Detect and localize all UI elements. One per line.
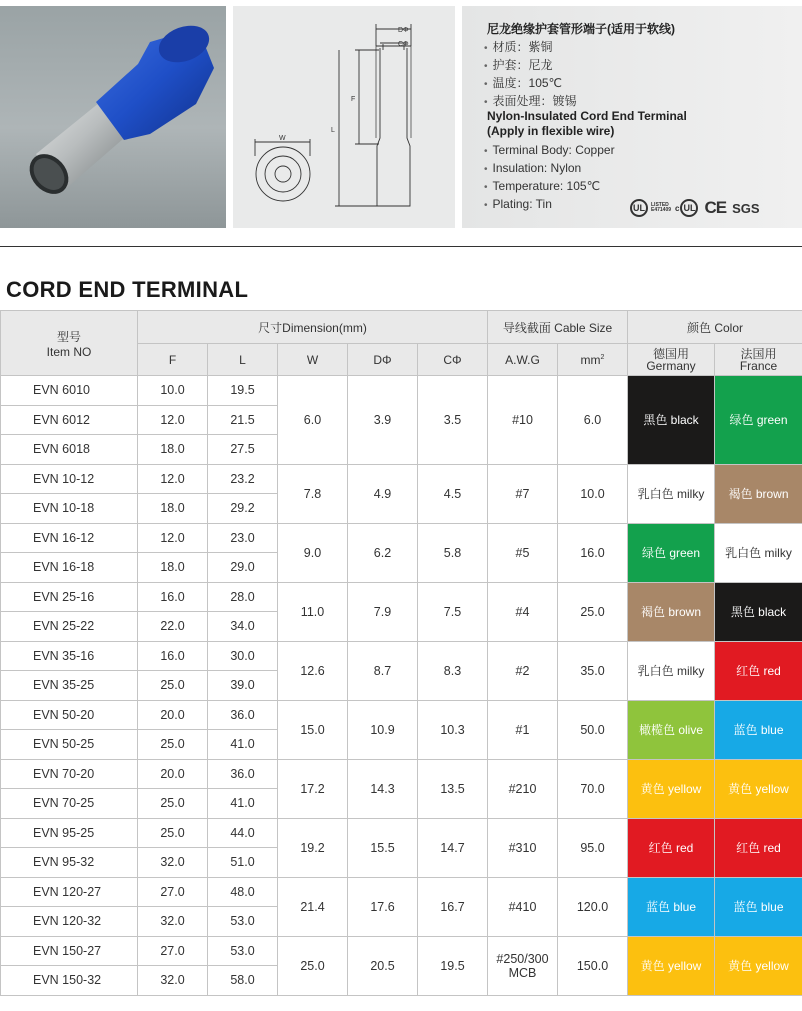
cell-awg [488,641,558,700]
label-w: W [279,135,286,142]
header-d: DΦ [348,344,418,376]
cell-awg-value: #2 [515,663,530,678]
cul-c-mark: c [675,203,680,213]
cell-d: 14.3 [348,759,418,818]
cul-logo-icon: UL [680,199,698,217]
cell-l: 36.0 [208,700,278,730]
table-row [1,582,802,612]
cell-item-no: EVN 6012 [1,405,138,435]
product-photo [0,6,226,228]
header-item [1,311,138,376]
cell-mm2: 16.0 [558,523,628,582]
cell-awg [488,700,558,759]
spec-title-en-line1: Nylon-Insulated Cord End Terminal [487,109,687,123]
cell-f: 32.0 [138,907,208,937]
header-w: W [278,344,348,376]
cell-c: 19.5 [418,936,488,995]
cell-c: 16.7 [418,877,488,936]
cell-l: 19.5 [208,376,278,406]
cell-d: 20.5 [348,936,418,995]
cell-l: 58.0 [208,966,278,996]
cell-l: 53.0 [208,907,278,937]
cell-color-france: 蓝色 blue [715,700,802,759]
cell-awg-value-2: MCB [508,965,537,980]
header-mm2-sup: 2 [600,353,605,361]
cell-awg [488,582,558,641]
cell-l: 53.0 [208,936,278,966]
cell-color-germany: 乳白色 milky [628,464,715,523]
cell-d: 7.9 [348,582,418,641]
cell-f: 12.0 [138,523,208,553]
cell-f: 16.0 [138,582,208,612]
cell-l: 41.0 [208,730,278,760]
cell-f: 32.0 [138,848,208,878]
cell-w: 12.6 [278,641,348,700]
table-row [1,818,802,848]
cell-d: 17.6 [348,877,418,936]
table-row [1,759,802,789]
technical-drawing [233,6,455,228]
spec-panel [462,6,802,228]
cell-w: 9.0 [278,523,348,582]
cell-color-germany: 褐色 brown [628,582,715,641]
spec-item-en: • Terminal Body: Copper [484,142,615,160]
cell-color-germany: 橄榄色 olive [628,700,715,759]
cell-color-germany: 黄色 yellow [628,936,715,995]
cell-item-no: EVN 95-32 [1,848,138,878]
cell-color-france: 绿色 green [715,376,802,465]
table-row [1,641,802,671]
table-row [1,877,802,907]
spec-item-en: • Insulation: Nylon [484,160,615,178]
cell-item-no: EVN 6018 [1,435,138,465]
cell-mm2: 120.0 [558,877,628,936]
cell-l: 21.5 [208,405,278,435]
spec-item-en: • Plating: Tin [484,196,615,214]
cell-f: 25.0 [138,671,208,701]
header-dimension: 尺寸Dimension(mm) [138,311,488,344]
table-row [1,464,802,494]
cell-mm2: 70.0 [558,759,628,818]
cell-l: 30.0 [208,641,278,671]
cell-item-no: EVN 95-25 [1,818,138,848]
cell-awg [488,376,558,465]
cell-f: 12.0 [138,405,208,435]
cell-mm2: 95.0 [558,818,628,877]
cell-awg [488,936,558,995]
section-title: CORD END TERMINAL [6,277,249,302]
cell-d: 10.9 [348,700,418,759]
cell-l: 29.0 [208,553,278,583]
cell-awg-value: #210 [508,781,537,796]
header-mm2-unit: mm [580,352,601,367]
cell-awg [488,818,558,877]
cell-item-no: EVN 50-20 [1,700,138,730]
cell-color-france: 红色 red [715,818,802,877]
cell-mm2: 6.0 [558,376,628,465]
header-cable-size: 导线截面 Cable Size [488,311,628,344]
cell-c: 10.3 [418,700,488,759]
cell-c: 7.5 [418,582,488,641]
cell-awg-value: #10 [512,412,533,427]
ul-listed-text [651,203,671,213]
spec-title-en [487,109,687,139]
cell-f: 18.0 [138,553,208,583]
cell-c: 14.7 [418,818,488,877]
cell-item-no: EVN 70-20 [1,759,138,789]
cell-f: 22.0 [138,612,208,642]
cell-c: 5.8 [418,523,488,582]
header-f: F [138,344,208,376]
cell-w: 19.2 [278,818,348,877]
cell-color-france: 黄色 yellow [715,759,802,818]
header-france-cn: 法国用 [740,346,777,361]
cell-awg-value: #5 [515,545,530,560]
header-item-en: Item NO [46,344,92,359]
cell-w: 25.0 [278,936,348,995]
cell-f: 20.0 [138,759,208,789]
table-body [1,376,802,996]
cell-item-no: EVN 50-25 [1,730,138,760]
spec-table [0,310,802,996]
cell-item-no: EVN 25-22 [1,612,138,642]
header-france [715,344,802,376]
cell-item-no: EVN 150-27 [1,936,138,966]
cell-c: 3.5 [418,376,488,465]
cell-w: 6.0 [278,376,348,465]
cell-item-no: EVN 150-32 [1,966,138,996]
cell-item-no: EVN 16-18 [1,553,138,583]
cell-l: 27.5 [208,435,278,465]
label-l: L [331,127,335,134]
cell-awg [488,523,558,582]
cell-l: 23.2 [208,464,278,494]
cell-w: 11.0 [278,582,348,641]
cell-c: 8.3 [418,641,488,700]
listed-number: E471409 [651,207,672,213]
cell-mm2: 10.0 [558,464,628,523]
dimension-drawing [233,6,455,228]
cell-color-germany: 绿色 green [628,523,715,582]
label-c: CΦ [398,41,409,48]
cell-awg-value: #1 [515,722,530,737]
cell-awg [488,759,558,818]
header-l: L [208,344,278,376]
cell-awg-value: #7 [515,486,530,501]
cell-f: 18.0 [138,435,208,465]
header-germany [628,344,715,376]
cell-item-no: EVN 35-16 [1,641,138,671]
cell-f: 32.0 [138,966,208,996]
table-row [1,376,802,406]
cell-f: 20.0 [138,700,208,730]
spec-title-en-line2: (Apply in flexible wire) [487,124,615,138]
header-item-cn: 型号 [56,329,81,344]
header-germany-en: Germany [646,358,696,373]
ul-logo-icon: UL [630,199,648,217]
cell-l: 36.0 [208,759,278,789]
ce-mark-icon: CE [704,198,727,217]
cell-f: 18.0 [138,494,208,524]
cell-item-no: EVN 25-16 [1,582,138,612]
cell-mm2: 35.0 [558,641,628,700]
cell-color-france: 黄色 yellow [715,936,802,995]
table-header [1,311,802,376]
cell-color-germany: 黑色 black [628,376,715,465]
cell-d: 6.2 [348,523,418,582]
header-color: 颜色 Color [628,311,802,344]
label-d: DΦ [398,27,409,34]
cell-w: 17.2 [278,759,348,818]
table-row [1,936,802,966]
sgs-logo: SGS [732,200,760,216]
cell-f: 25.0 [138,730,208,760]
cell-f: 25.0 [138,789,208,819]
spec-item-cn: • 材质：紫铜 [484,39,577,57]
cell-f: 16.0 [138,641,208,671]
cell-color-france: 红色 red [715,641,802,700]
spec-item-cn: • 护套：尼龙 [484,57,577,75]
cell-item-no: EVN 120-32 [1,907,138,937]
cell-d: 3.9 [348,376,418,465]
cell-c: 4.5 [418,464,488,523]
cell-color-france: 黑色 black [715,582,802,641]
cell-f: 27.0 [138,936,208,966]
cell-color-germany: 蓝色 blue [628,877,715,936]
header-mm2 [558,344,628,376]
cell-item-no: EVN 16-12 [1,523,138,553]
header-germany-cn: 德国用 [652,346,689,361]
cell-f: 12.0 [138,464,208,494]
cell-f: 10.0 [138,376,208,406]
cell-l: 23.0 [208,523,278,553]
cell-awg [488,877,558,936]
cell-item-no: EVN 10-12 [1,464,138,494]
cell-l: 29.2 [208,494,278,524]
cell-awg-value: #4 [515,604,530,619]
header-awg: A.W.G [488,344,558,376]
cell-color-france: 乳白色 milky [715,523,802,582]
spec-item-cn: • 温度：105℃ [484,75,577,93]
cell-f: 27.0 [138,877,208,907]
cell-l: 39.0 [208,671,278,701]
certification-logos [630,196,760,220]
table-row [1,700,802,730]
cell-awg-value: #410 [508,899,537,914]
cell-f: 25.0 [138,818,208,848]
cell-mm2: 25.0 [558,582,628,641]
cell-color-germany: 黄色 yellow [628,759,715,818]
cell-color-france: 褐色 brown [715,464,802,523]
cell-l: 41.0 [208,789,278,819]
cell-awg-value: #250/300 [496,951,549,966]
cell-w: 21.4 [278,877,348,936]
spec-list-en [484,142,615,214]
cell-color-germany: 乳白色 milky [628,641,715,700]
label-f: F [351,96,356,103]
spec-title-cn: 尼龙绝缘护套管形端子(适用于软线) [487,22,675,36]
table-row [1,523,802,553]
spec-item-cn: • 表面处理：镀锡 [484,93,577,111]
cell-d: 8.7 [348,641,418,700]
header-c: CΦ [418,344,488,376]
cell-item-no: EVN 35-25 [1,671,138,701]
cell-color-germany: 红色 red [628,818,715,877]
cell-w: 7.8 [278,464,348,523]
cell-awg-value: #310 [508,840,537,855]
cell-item-no: EVN 120-27 [1,877,138,907]
cell-c: 13.5 [418,759,488,818]
cell-item-no: EVN 70-25 [1,789,138,819]
cell-item-no: EVN 6010 [1,376,138,406]
cell-item-no: EVN 10-18 [1,494,138,524]
cell-l: 44.0 [208,818,278,848]
spec-item-en: • Temperature: 105℃ [484,178,615,196]
cell-mm2: 50.0 [558,700,628,759]
cord-end-terminal-image [0,6,226,228]
cell-l: 51.0 [208,848,278,878]
cell-d: 4.9 [348,464,418,523]
cell-mm2: 150.0 [558,936,628,995]
listed-label: LISTED [651,202,669,208]
cell-l: 34.0 [208,612,278,642]
cell-d: 15.5 [348,818,418,877]
cell-l: 48.0 [208,877,278,907]
header-france-en: France [739,358,778,373]
cell-awg [488,464,558,523]
cell-color-france: 蓝色 blue [715,877,802,936]
spec-list-cn [484,39,577,111]
cell-w: 15.0 [278,700,348,759]
divider [0,246,802,247]
cell-l: 28.0 [208,582,278,612]
